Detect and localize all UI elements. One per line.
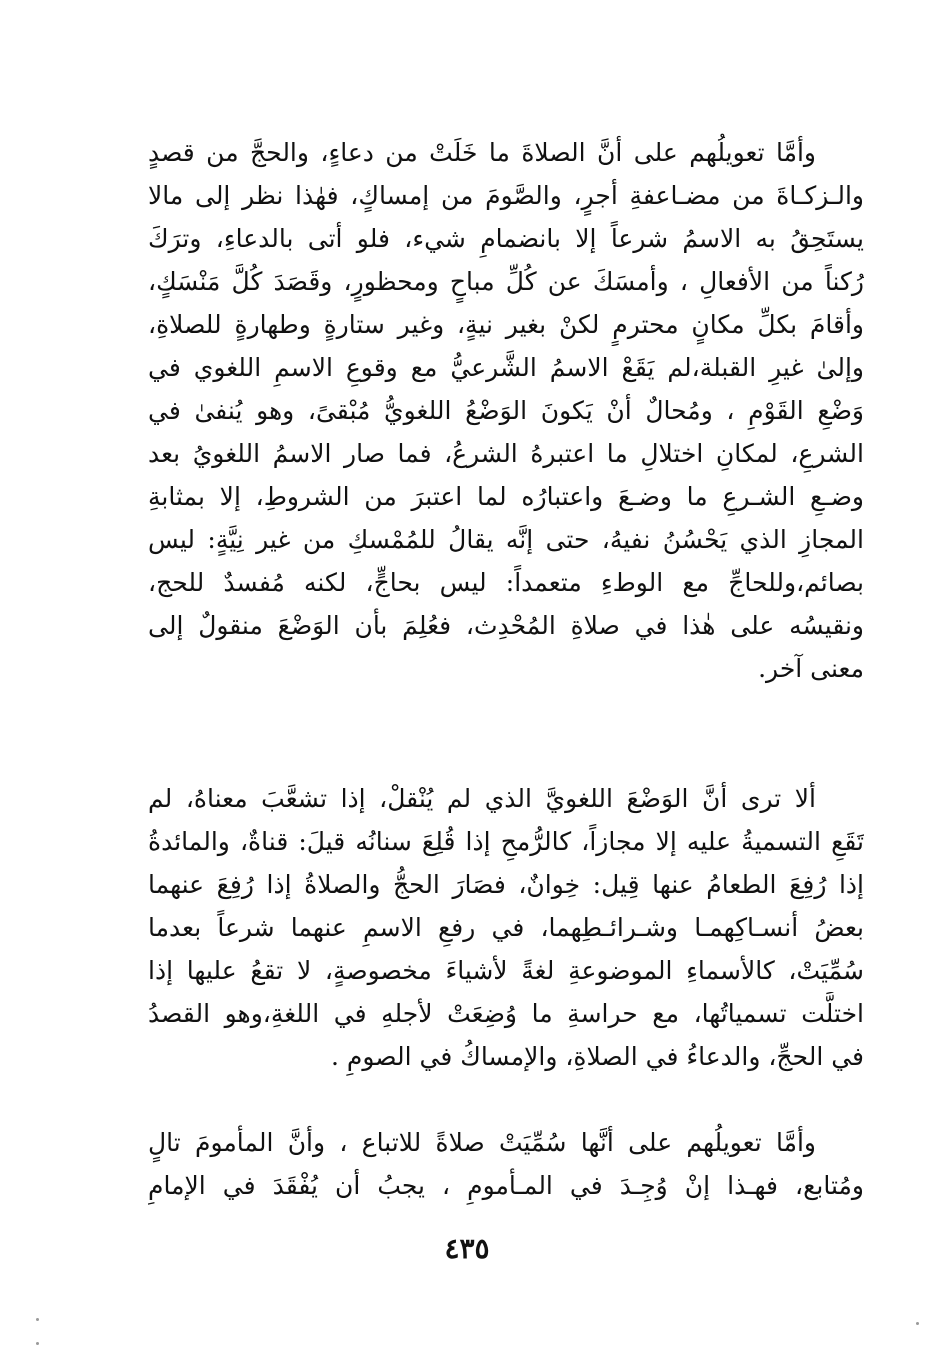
text-line: تَقَعِ التسميةُ عليه إلا مجازاً، كالرُّمحِ إذا قُلِعَ سنانُه قيلَ: قناةٌ، والمائدةُ <box>148 827 864 856</box>
page-number: ٤٣٥ <box>444 1232 490 1265</box>
text-line: وأقامَ بكلِّ مكانٍ محترمٍ لكنْ بغير نيةٍ، وغير ستارةٍ وطهارةٍ للصلاةِ، <box>148 310 864 339</box>
text-line: وإلىٰ غيرِ القبلة،لم يَقَعْ الاسمُ الشَّرعيُّ مع وقوعِ الاسمِ اللغوي في <box>148 353 864 382</box>
text-line: رُكناً من الأفعالِ ، وأمسَكَ عن كُلِّ مباحٍ ومحظورٍ، وقَصَدَ كُلَّ مَنْسَكٍ، <box>148 267 864 296</box>
text-line: ونقيسُه على هٰذا في صلاةِ المُحْدِث، فعُلِمَ بأن الوَضْعَ منقولٌ إلى <box>148 611 864 640</box>
scan-speck <box>36 1318 39 1321</box>
text-line: في الحجِّ، والدعاءُ في الصلاةِ، والإمساكُ في الصومِ . <box>331 1042 864 1071</box>
paragraph-1 <box>148 131 864 690</box>
text-line: يستَحِقُ به الاسمُ شرعاً إلا بانضمامِ شيء، فلو أتى بالدعاءِ، وترَكَ <box>148 224 864 253</box>
text-line: بعضُ أنسـاكِهمـا وشـرائـطِهما، في رفعِ الاسمِ عنهما شرعاً بعدما <box>148 913 864 942</box>
text-line: سُمِّيَتْ، كالأسماءِ الموضوعةِ لغةً لأشياءَ مخصوصةٍ، لا تقعُ عليها إذا <box>148 956 864 985</box>
text-line: ألا ترى أنَّ الوَضْعَ اللغويَّ الذي لم يُنْقلْ، إذا تشعَّبَ معناهُ، لم <box>148 784 816 813</box>
text-line: الشرعِ، لمكانِ اختلالِ ما اعتبرهُ الشرعُ، فما صار الاسمُ اللغويُ بعد <box>148 439 864 468</box>
paragraph-2 <box>148 777 864 1078</box>
text-line: ومُتابع، فهـذا إنْ وُجِـدَ في المـأمومِ ، يجبُ أن يُفْقَدَ في الإمامِ <box>148 1171 864 1200</box>
text-line: بصائم،وللحاجِّ مع الوطءِ متعمداً: ليس بحاجٍّ، لكنه مُفسدٌ للحج، <box>148 568 864 597</box>
text-line: وأمَّا تعويلُهم على أنَّ الصلاةَ ما خَلَتْ من دعاءٍ، والحجَّ من قصدٍ <box>148 138 816 167</box>
text-line: إذا رُفِعَ الطعامُ عنها قِيل: خِوانٌ، فصَارَ الحجُّ والصلاةُ إذا رُفِعَ عنهما <box>148 870 864 899</box>
text-line: معنى آخر. <box>758 654 864 683</box>
text-line: والـزكـاةَ من مضـاعفةِ أجرٍ، والصَّومَ من إمساكٍ، فهٰذا نظر إلى مالا <box>148 181 864 210</box>
paragraph-3 <box>148 1121 864 1207</box>
text-line: وَضْعِ القَوْمِ ، ومُحالٌ أنْ يَكونَ الوَضْعُ اللغويُّ مُبْقىً، وهو يُنفىٰ في <box>148 396 864 425</box>
text-line: اختلَّت تسمياتُها، مع حراسةِ ما وُضِعَتْ لأجلهِ في اللغةِ،وهو القصدُ <box>148 999 864 1028</box>
scan-speck <box>36 1342 39 1345</box>
text-line: وضـعِ الشـرعِ ما وضـعَ واعتبارُه لما اعتبرَ من الشروطِ، إلا بمثابةِ <box>148 482 864 511</box>
scan-speck <box>916 1322 919 1325</box>
text-line: وأمَّا تعويلُهم على أنَّها سُمِّيَتْ صلاةً للاتباع ، وأنَّ المأمومَ تالٍ <box>148 1128 816 1157</box>
text-line: المجازِ الذي يَحْسُنُ نفيهُ، حتى إنَّه يقالُ للمُمْسكِ من غير نِيَّةٍ: ليس <box>148 525 864 554</box>
